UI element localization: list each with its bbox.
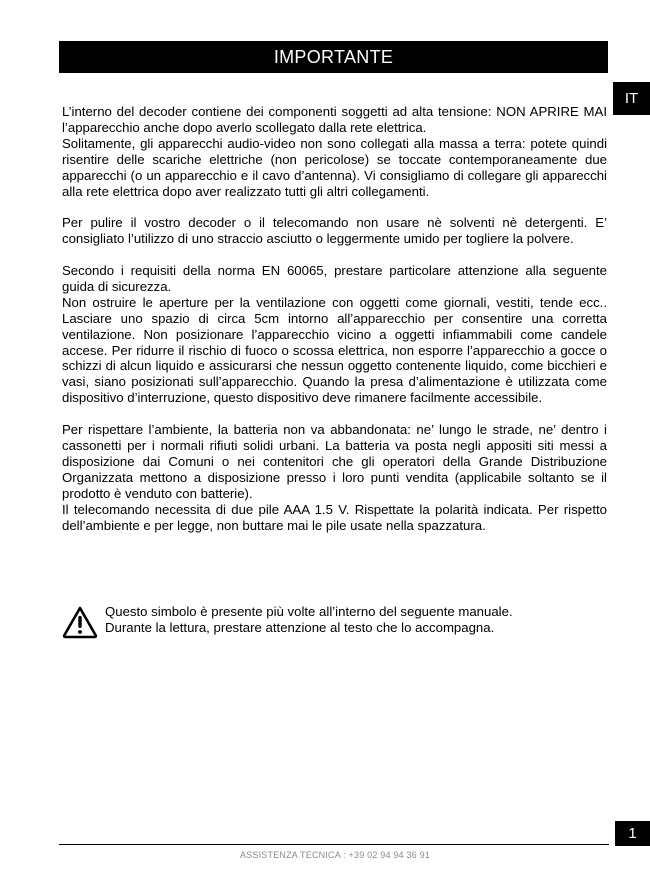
body-text: [62, 104, 607, 533]
footer-support-phone: ASSISTENZA TECNICA : +39 02 94 94 36 91: [240, 850, 430, 860]
warning-line-1: Questo simbolo è presente più volte all’interno del seguente manuale.: [105, 604, 513, 619]
page-title-bar: [59, 41, 608, 73]
paragraph-environment: Per rispettare l’ambiente, la batteria non va abbandonata: ne’ lungo le strade, ne’ dentro i cassonetti per i normali rifiuti solidi urbani. La batteria va posta negli appositi siti messi a disposizione dai Comuni o nei contenitori che gli operatori della Grande Distribuzione Organizzata mettono a disposizione presso i loro punti vendita (applicabile soltanto se il prodotto è venduto con batterie).: [62, 422, 607, 501]
language-tab: [613, 82, 650, 115]
language-label: IT: [624, 90, 639, 107]
paragraph-norm: Secondo i requisiti della norma EN 60065, prestare particolare attenzione alla seguente guida di sicurezza.: [62, 263, 607, 294]
page-title: IMPORTANTE: [273, 46, 394, 67]
footer-divider: [59, 844, 609, 845]
page-number-badge: [615, 821, 650, 846]
paragraph-batteries: Il telecomando necessita di due pile AAA 1.5 V. Rispettate la polarità indicata. Per rispetto dell’ambiente e per legge, non buttare mai le pile usate nella spazzatura.: [62, 501, 607, 533]
paragraph-grounding: Solitamente, gli apparecchi audio-video non sono collegati alla massa a terra: potete quindi risentire delle scariche elettriche (non pericolose) se toccate contemporaneamente due apparecchi (o un apparecchio e il cavo d’antenna). Vi consigliamo di collegare gli apparecchi alla rete elettrica dopo aver realizzato tutti gli altri collegamenti.: [62, 135, 607, 199]
warning-triangle-icon: [62, 605, 98, 639]
paragraph-high-voltage: L’interno del decoder contiene dei componenti soggetti ad alta tensione: NON APRIRE MAI l’apparecchio anche dopo averlo scollegato dalla rete elettrica.: [62, 104, 607, 135]
warning-line-2: Durante la lettura, prestare attenzione al testo che lo accompagna.: [105, 619, 495, 635]
paragraph-cleaning: Per pulire il vostro decoder o il telecomando non usare nè solventi nè detergenti. E’ consigliato l’utilizzo di uno straccio asciutto o leggermente umido per togliere la polvere.: [62, 215, 607, 247]
paragraph-ventilation: Non ostruire le aperture per la ventilazione con oggetti come giornali, vestiti, tende ecc.. Lasciare uno spazio di circa 5cm intorno all’apparecchio per consentire una corretta ventilazione. Non posizionare l’apparecchio vicino a oggetti infiammabili come candele accese. Per ridurre il rischio di fuoco o scossa elettrica, non esporre l’apparecchio a gocce o schizzi di alcun liquido e assicurarsi che nessun oggetto contenente liquido, come bicchieri e vasi, siano posizionati sull’apparecchio. Quando la presa d’alimentazione è utilizzata come dispositivo d’interruzione, questo dispositivo deve rimanere facilmente accessibile.: [62, 294, 607, 406]
page-number: 1: [628, 825, 637, 842]
warning-note: [62, 604, 607, 639]
